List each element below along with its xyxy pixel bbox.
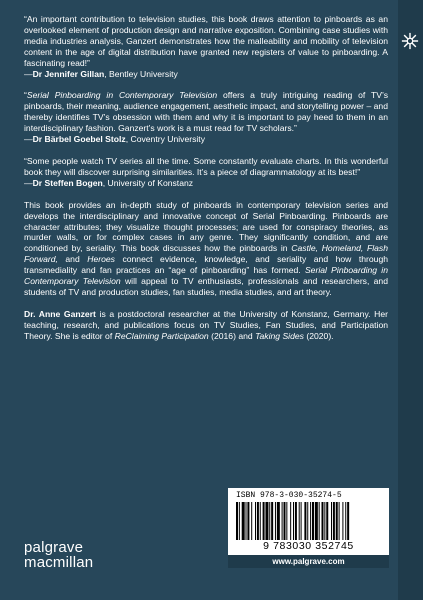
text-run: “ (24, 90, 27, 101)
barcode-panel (228, 488, 389, 568)
barcode-bar (324, 502, 325, 540)
text-run: connect evidence, knowledge, and seriality and how through transmediality and fan practices an “age of pinboarding” has formed. (24, 254, 388, 276)
barcode-bar (271, 502, 273, 540)
text-run: This book provides an in-depth study of pinboards in contemporary television series and develops the interdisciplinary and innovative concept of Serial Pinboarding. Pinboards are character attributes; they visualize thought processes; are used for conspiracy theories, as murder walls, or for complex cases in any genre. They significantly condition, and are conditioned by, seriality. This book discusses how the pinboards in (24, 199, 388, 254)
barcode-bar (284, 502, 286, 540)
publisher-name-line1: palgrave (24, 539, 84, 556)
barcode (236, 502, 381, 540)
endorser-affiliation: , University of Konstanz (102, 177, 194, 188)
barcode-bar (315, 502, 318, 540)
endorser-name: Dr Jennifer Gillan (32, 68, 105, 79)
barcode-bar (322, 502, 324, 540)
italic-text: Heroes (87, 254, 115, 265)
barcode-bar (236, 502, 238, 540)
barcode-bar (307, 502, 308, 540)
publisher-logo (24, 540, 93, 570)
book-description (24, 200, 388, 298)
text-run: is a postdoctoral researcher at the University of Konstanz, Germany. Her teaching, research, and publications focus on TV Studies, Fan Studies, and Participation Theory. She is editor of (24, 308, 388, 341)
text-run: “An important contribution to television studies, this book draws attention to pinboards as an overlooked element of production design and narrative exposition. Combining case studies with media industries analysis, Ganzert demonstrates how the malleability and mobility of television content in the age of digital distribution have granted new registers of value to pinboarding. A fascinating read!” (24, 14, 388, 68)
barcode-bar (339, 502, 340, 540)
endorsement-attribution (24, 134, 388, 145)
barcode-bar (260, 502, 261, 540)
barcode-bar (263, 502, 265, 540)
text-run: (2016) and (208, 330, 256, 341)
barcode-bar (326, 502, 328, 540)
barcode-bar (333, 502, 335, 540)
barcode-bar (247, 502, 249, 540)
italic-text: Serial Pinboarding in Contemporary Television (24, 265, 388, 287)
italic-text: Castle, Homeland, Flash Forward, (24, 243, 388, 265)
attribution-dash: — (24, 68, 33, 79)
barcode-bar (342, 502, 343, 540)
barcode-bar (310, 502, 311, 540)
barcode-bar (242, 502, 245, 540)
endorsement-attribution (24, 178, 388, 189)
endorsement-quote (24, 90, 388, 145)
endorsement-quote (24, 14, 388, 79)
author-name: Dr. Anne Ganzert (24, 308, 96, 319)
barcode-bar (251, 502, 252, 540)
endorser-name: Dr Bärbel Goebel Stolz (32, 134, 126, 145)
isbn-label: ISBN 978-3-030-35274-5 (236, 491, 342, 500)
barcode-bar (295, 502, 297, 540)
italic-text: Serial Pinboarding in Contemporary Television (26, 90, 218, 101)
barcode-bar (301, 502, 302, 540)
barcode-bar (293, 502, 294, 540)
endorsements (24, 14, 388, 189)
barcode-bar (257, 502, 259, 540)
endorser-affiliation: , Coventry University (125, 134, 205, 145)
endorser-affiliation: , Bentley University (104, 68, 178, 79)
barcode-bar (345, 502, 346, 540)
author-bio (24, 309, 388, 342)
palgrave-logo-icon (401, 32, 419, 50)
barcode-bar (277, 502, 280, 540)
barcode-bar (331, 502, 332, 540)
text-run: will appeal to TV enthusiasts, professionals and researchers, and students of TV and production studies, fan studies, media studies, and art theory. (24, 276, 388, 297)
text-run: offers a truly intriguing reading of TV’s pinboards, their meaning, audience engagement, aesthetic impact, and storytelling power – and thereby identifies TV’s obsession with them and why it is important to pay heed to them in an interdisciplinary fashion. Ganzert’s work is a must read for TV scholars.” (24, 90, 388, 134)
barcode-bar (312, 502, 314, 540)
barcode-bar (282, 502, 283, 540)
barcode-bar (269, 502, 270, 540)
italic-text: Taking Sides (255, 330, 304, 341)
barcode-bar (319, 502, 320, 540)
text-run: “Some people watch TV series all the time. Some constantly evaluate charts. In this wonderful book they will discover surprising similarities. It’s a piece of diagrammatology at its best!” (24, 155, 388, 177)
book-spine (398, 0, 423, 600)
barcode-bar (265, 502, 268, 540)
barcode-bar (290, 502, 291, 540)
attribution-dash: — (24, 134, 33, 145)
text-run: and (57, 254, 88, 265)
back-cover-text (24, 14, 388, 342)
barcode-bar (255, 502, 256, 540)
endorsement-attribution (24, 69, 388, 80)
text-run: (2020). (303, 330, 334, 341)
barcode-bar (239, 502, 240, 540)
barcode-bar (299, 502, 300, 540)
barcode-bar (336, 502, 338, 540)
website-label: www.palgrave.com (228, 555, 389, 568)
attribution-dash: — (24, 177, 33, 188)
barcode-bar (246, 502, 247, 540)
barcode-bar (347, 502, 349, 540)
endorsement-quote (24, 156, 388, 189)
barcode-number: 9 783030 352745 (263, 540, 354, 552)
barcode-bar (304, 502, 306, 540)
italic-text: ReClaiming Participation (114, 330, 209, 341)
endorser-name: Dr Steffen Bogen (32, 177, 103, 188)
publisher-name-line2: macmillan (24, 554, 94, 571)
barcode-bar (275, 502, 276, 540)
barcode-bar (286, 502, 287, 540)
